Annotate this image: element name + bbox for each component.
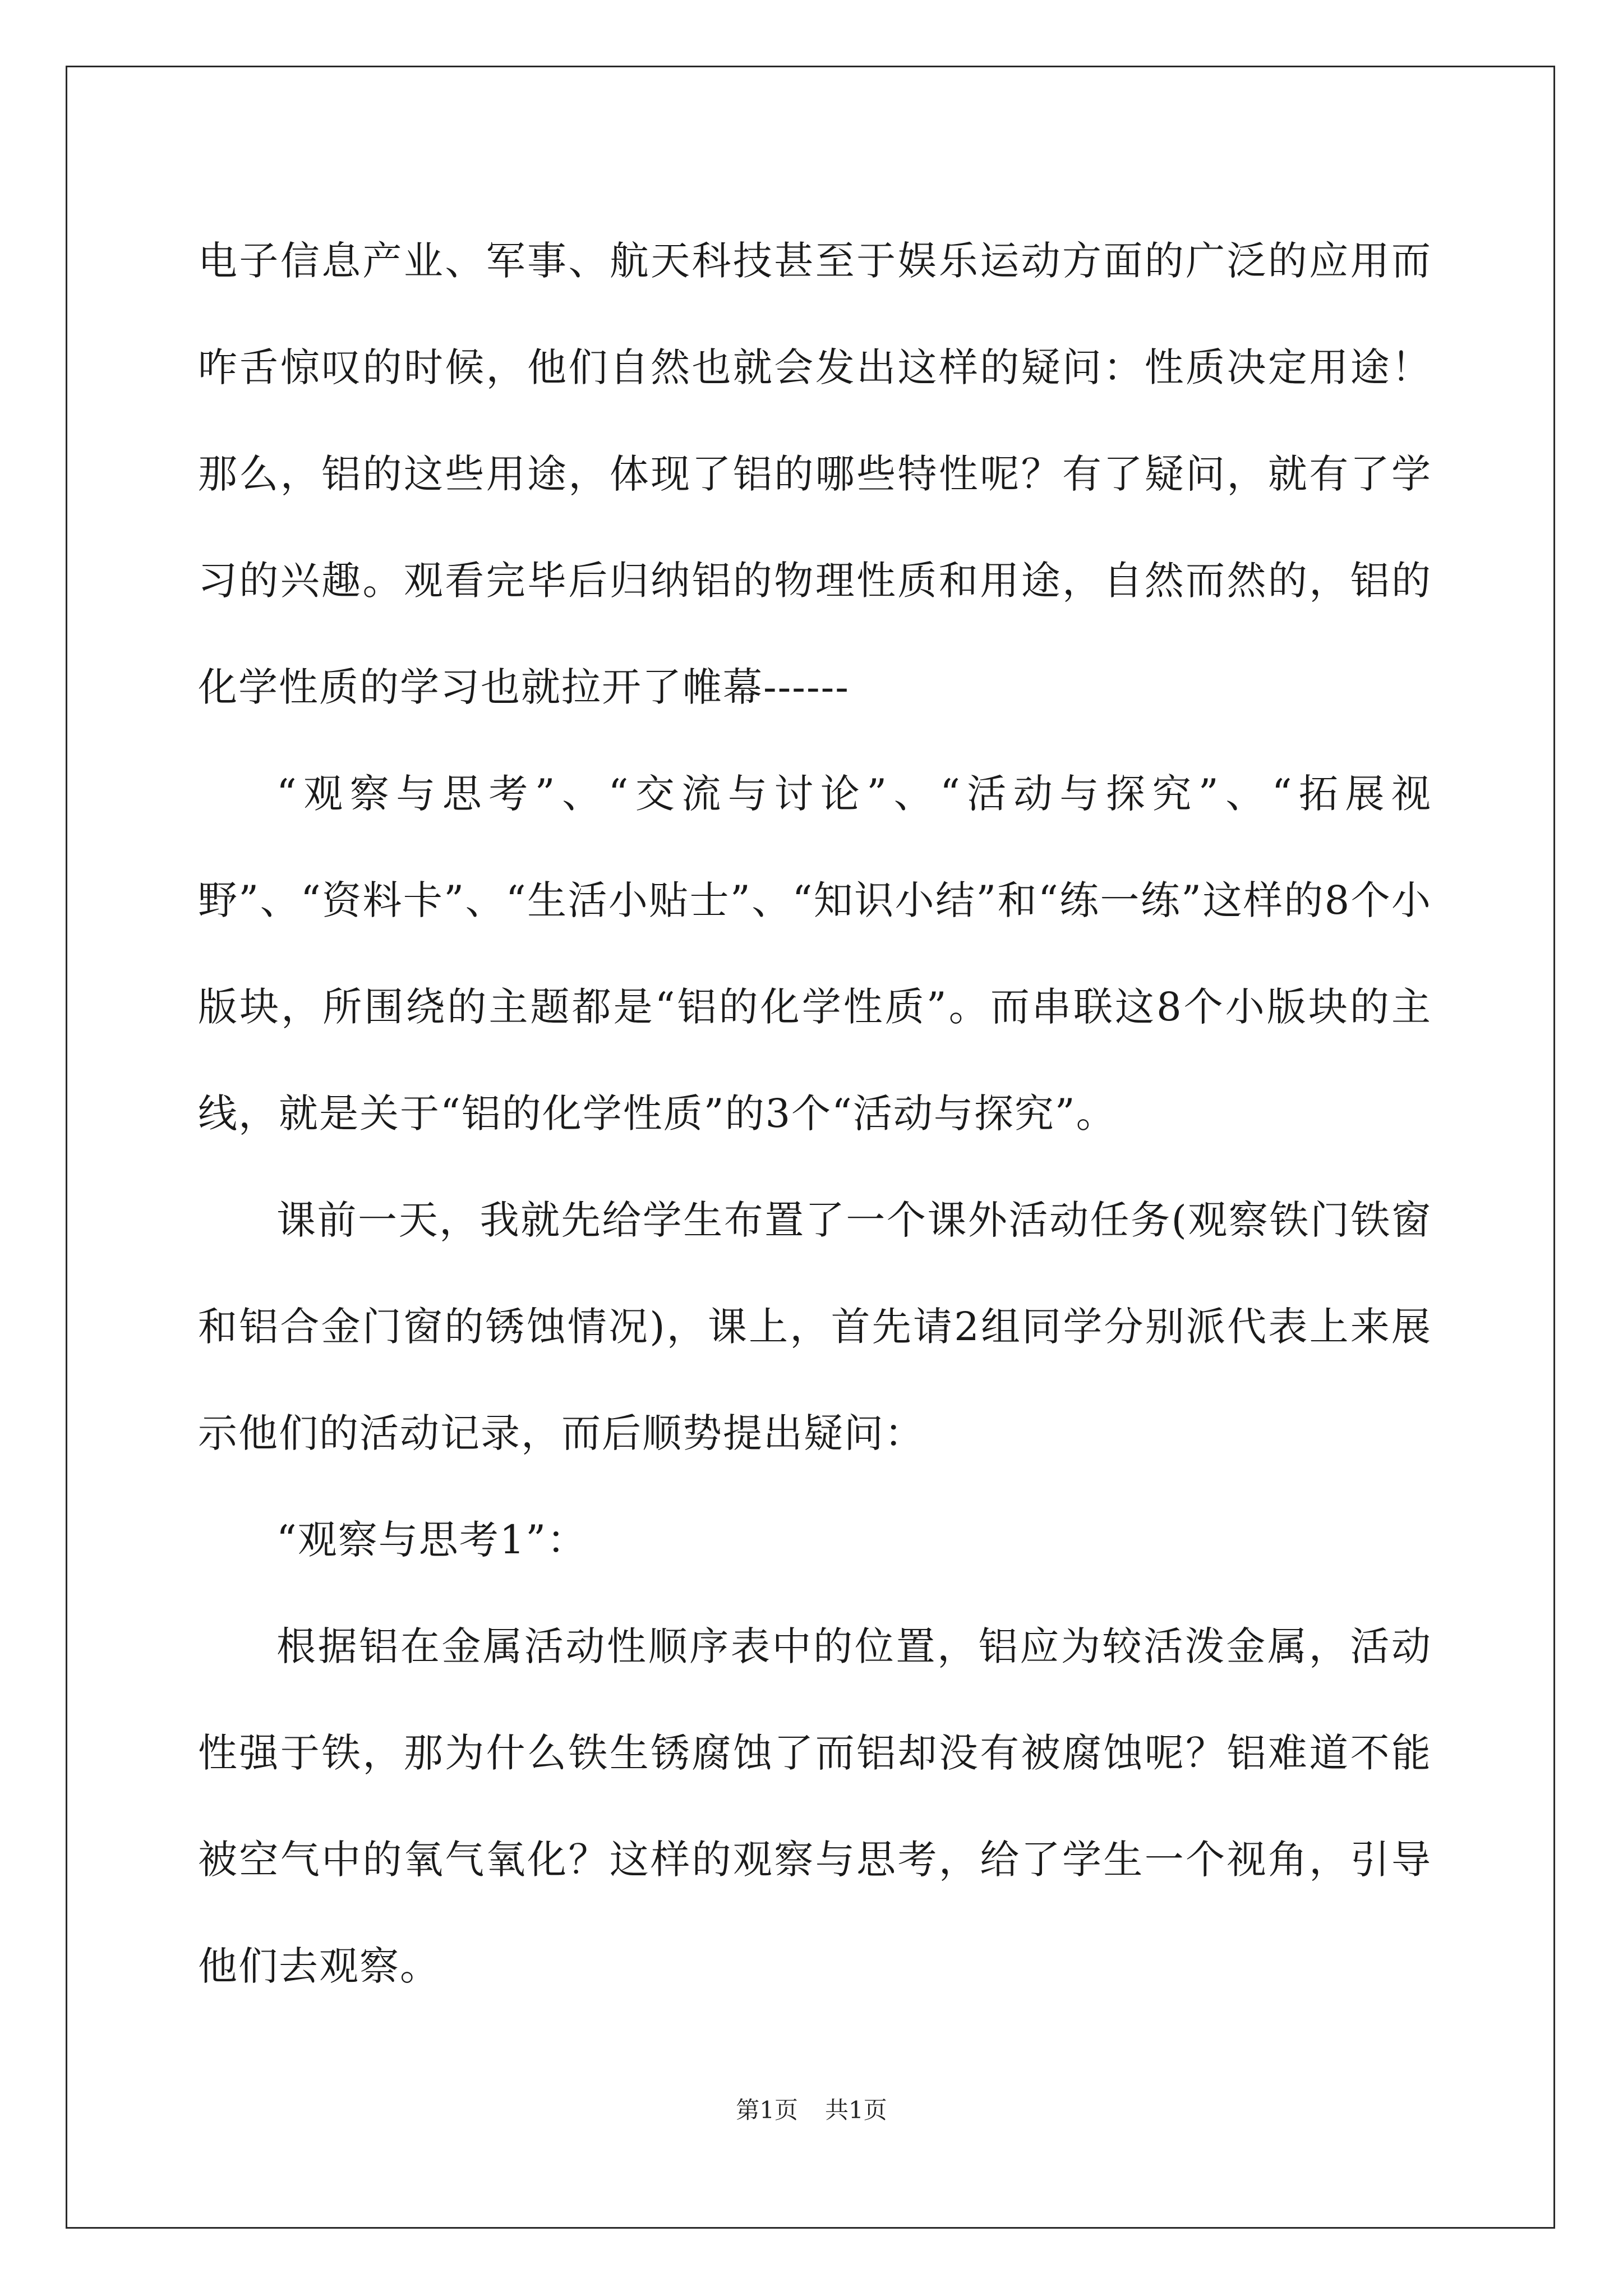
paragraph-3: 课前一天，我就先给学生布置了一个课外活动任务(观察铁门铁窗和铝合金门窗的锈蚀情况)，课上，首先请2组同学分别派代表上来展示他们的活动记录，而后顺势提出疑问： xyxy=(198,1197,1432,1456)
page-total: 共1页 xyxy=(825,2096,887,2124)
page-number: 第1页 xyxy=(736,2096,798,2124)
paragraph-2: “观察与思考”、“交流与讨论”、“活动与探究”、“拓展视野”、“资料卡”、“生活小贴士”、“知识小结”和“练一练”这样的8个小版块，所围绕的主题都是“铝的化学性质”。而串联这8个小版块的主线，就是关于“铝的化学性质”的3个“活动与探究”。 xyxy=(198,771,1432,1137)
page-footer xyxy=(0,2093,1623,2127)
paragraph-5: 根据铝在金属活动性顺序表中的位置，铝应为较活泼金属，活动性强于铁，那为什么铁生锈腐蚀了而铝却没有被腐蚀呢？铝难道不能被空气中的氧气氧化？这样的观察与思考，给了学生一个视角，引导他们去观察。 xyxy=(198,1623,1432,1989)
document-body xyxy=(198,208,1432,2019)
paragraph-4-heading: “观察与思考1”： xyxy=(276,1517,588,1563)
paragraph-1: 电子信息产业、军事、航天科技甚至于娱乐运动方面的广泛的应用而咋舌惊叹的时候，他们自然也就会发出这样的疑问：性质决定用途！那么，铝的这些用途，体现了铝的哪些特性呢？有了疑问，就有了学习的兴趣。观看完毕后归纳铝的物理性质和用途，自然而然的，铝的化学性质的学习也就拉开了帷幕------ xyxy=(198,238,1432,710)
